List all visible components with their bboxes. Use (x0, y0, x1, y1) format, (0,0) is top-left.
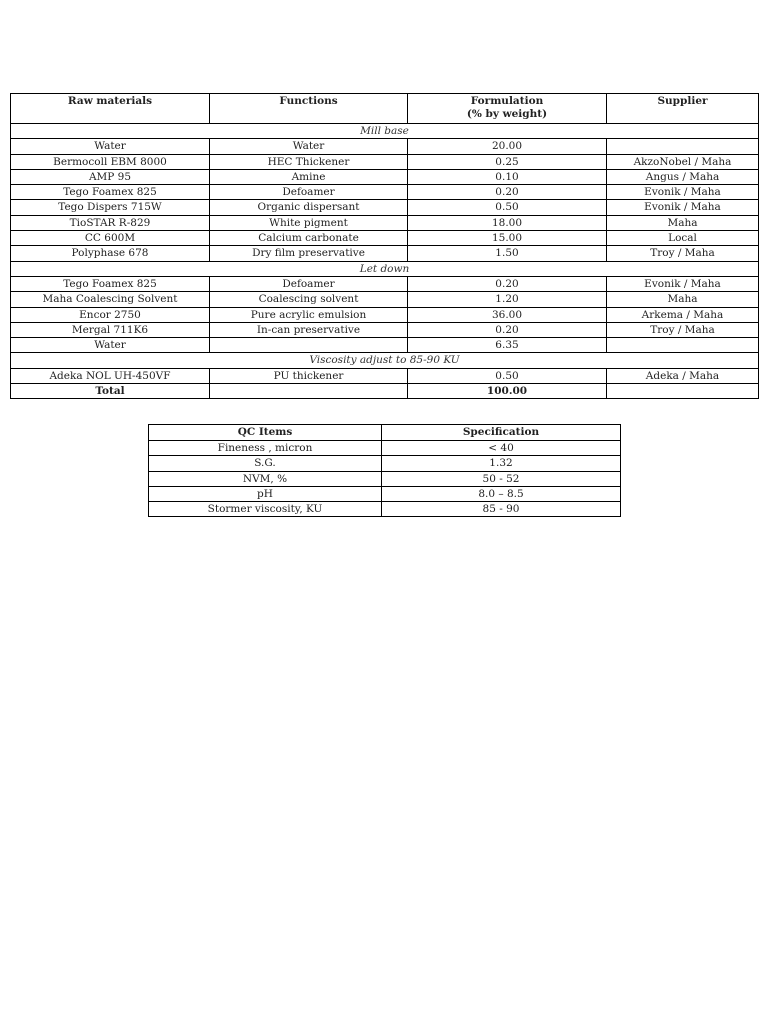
formulation-pct-cell: 6.35 (408, 338, 607, 353)
supplier-cell: Local (607, 231, 759, 246)
raw-material-cell: Bermocoll EBM 8000 (11, 154, 210, 169)
table-row (11, 307, 759, 322)
table-row (11, 322, 759, 337)
qc-row (149, 471, 621, 486)
table-row (11, 169, 759, 184)
header-qc-items: QC Items (149, 425, 382, 441)
function-cell (210, 338, 408, 353)
function-cell: Defoamer (210, 185, 408, 200)
header-raw-materials: Raw materials (11, 94, 210, 124)
raw-material-cell: CC 600M (11, 231, 210, 246)
supplier-cell (607, 139, 759, 154)
table-row (11, 292, 759, 307)
qc-row (149, 441, 621, 456)
qc-row (149, 456, 621, 471)
function-cell: Dry film preservative (210, 246, 408, 261)
function-cell: HEC Thickener (210, 154, 408, 169)
supplier-cell: Adeka / Maha (607, 368, 759, 383)
formulation-table (10, 93, 759, 399)
supplier-cell: Evonik / Maha (607, 200, 759, 215)
formulation-pct-cell: 0.20 (408, 322, 607, 337)
section-title: Let down (11, 261, 759, 276)
qc-item-cell: Fineness , micron (149, 441, 382, 456)
qc-spec-cell: 85 - 90 (382, 502, 621, 517)
table-row (11, 231, 759, 246)
raw-material-cell: Maha Coalescing Solvent (11, 292, 210, 307)
supplier-cell: Maha (607, 215, 759, 230)
formulation-pct-cell: 0.50 (408, 368, 607, 383)
formulation-pct-cell: 0.10 (408, 169, 607, 184)
section-row (11, 353, 759, 368)
header-formulation-line2: (% by weight) (466, 108, 548, 120)
formulation-pct-cell: 15.00 (408, 231, 607, 246)
raw-material-cell: Water (11, 338, 210, 353)
raw-material-cell: Adeka NOL UH-450VF (11, 368, 210, 383)
table-row (11, 185, 759, 200)
header-formulation-line1: Formulation (470, 95, 544, 107)
function-cell: Amine (210, 169, 408, 184)
function-cell: Organic dispersant (210, 200, 408, 215)
formulation-pct-cell: 1.20 (408, 292, 607, 307)
function-cell: In-can preservative (210, 322, 408, 337)
section-title: Mill base (11, 124, 759, 139)
header-functions: Functions (210, 94, 408, 124)
table-row (11, 215, 759, 230)
total-label: Total (11, 384, 210, 399)
formulation-body (11, 124, 759, 399)
table-row (11, 154, 759, 169)
raw-material-cell: Water (11, 139, 210, 154)
function-cell: Pure acrylic emulsion (210, 307, 408, 322)
qc-body (149, 441, 621, 517)
formulation-header-row (11, 94, 759, 124)
raw-material-cell: Mergal 711K6 (11, 322, 210, 337)
total-function-cell (210, 384, 408, 399)
formulation-pct-cell: 0.50 (408, 200, 607, 215)
section-row (11, 124, 759, 139)
qc-table (148, 424, 621, 517)
qc-item-cell: Stormer viscosity, KU (149, 502, 382, 517)
table-row (11, 276, 759, 291)
raw-material-cell: Tego Foamex 825 (11, 276, 210, 291)
function-cell: Coalescing solvent (210, 292, 408, 307)
qc-spec-cell: 1.32 (382, 456, 621, 471)
qc-spec-cell: 50 - 52 (382, 471, 621, 486)
raw-material-cell: Encor 2750 (11, 307, 210, 322)
function-cell: White pigment (210, 215, 408, 230)
qc-row (149, 502, 621, 517)
supplier-cell: Troy / Maha (607, 322, 759, 337)
function-cell: PU thickener (210, 368, 408, 383)
supplier-cell: AkzoNobel / Maha (607, 154, 759, 169)
table-row (11, 246, 759, 261)
table-row (11, 338, 759, 353)
raw-material-cell: Polyphase 678 (11, 246, 210, 261)
function-cell: Defoamer (210, 276, 408, 291)
function-cell: Water (210, 139, 408, 154)
formulation-pct-cell: 1.50 (408, 246, 607, 261)
qc-item-cell: NVM, % (149, 471, 382, 486)
raw-material-cell: Tego Foamex 825 (11, 185, 210, 200)
total-pct: 100.00 (408, 384, 607, 399)
supplier-cell: Evonik / Maha (607, 276, 759, 291)
formulation-pct-cell: 0.20 (408, 185, 607, 200)
qc-spec-cell: < 40 (382, 441, 621, 456)
section-row (11, 261, 759, 276)
qc-row (149, 486, 621, 501)
header-formulation (408, 94, 607, 124)
supplier-cell: Arkema / Maha (607, 307, 759, 322)
section-title: Viscosity adjust to 85-90 KU (11, 353, 759, 368)
formulation-pct-cell: 36.00 (408, 307, 607, 322)
qc-spec-cell: 8.0 – 8.5 (382, 486, 621, 501)
supplier-cell: Evonik / Maha (607, 185, 759, 200)
formulation-pct-cell: 20.00 (408, 139, 607, 154)
function-cell: Calcium carbonate (210, 231, 408, 246)
supplier-cell (607, 338, 759, 353)
supplier-cell: Angus / Maha (607, 169, 759, 184)
raw-material-cell: AMP 95 (11, 169, 210, 184)
supplier-cell: Maha (607, 292, 759, 307)
raw-material-cell: TioSTAR R-829 (11, 215, 210, 230)
qc-item-cell: pH (149, 486, 382, 501)
supplier-cell: Troy / Maha (607, 246, 759, 261)
qc-item-cell: S.G. (149, 456, 382, 471)
table-row (11, 200, 759, 215)
formulation-pct-cell: 0.25 (408, 154, 607, 169)
header-supplier: Supplier (607, 94, 759, 124)
table-row (11, 368, 759, 383)
qc-header-row (149, 425, 621, 441)
table-row (11, 139, 759, 154)
total-row (11, 384, 759, 399)
formulation-pct-cell: 0.20 (408, 276, 607, 291)
total-supplier-cell (607, 384, 759, 399)
formulation-pct-cell: 18.00 (408, 215, 607, 230)
raw-material-cell: Tego Dispers 715W (11, 200, 210, 215)
header-specification: Specification (382, 425, 621, 441)
